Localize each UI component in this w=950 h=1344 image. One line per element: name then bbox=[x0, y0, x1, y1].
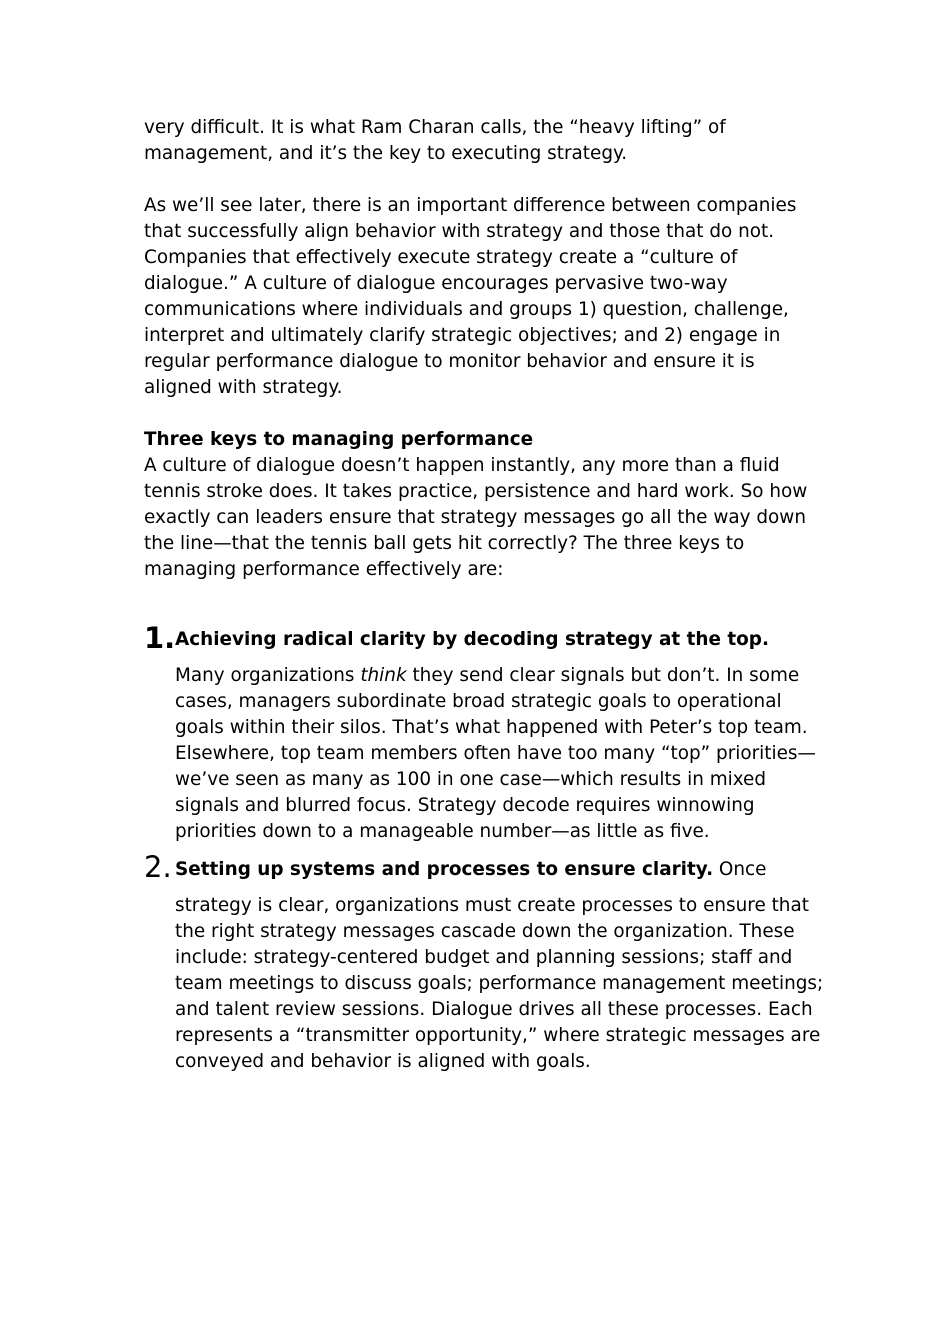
key-item-2 bbox=[144, 850, 824, 1075]
key-item-2-number: 2. bbox=[144, 850, 172, 884]
key-item-1 bbox=[144, 621, 824, 845]
key-item-1-body-emphasis: think bbox=[360, 665, 407, 686]
key-item-2-title-trailing: Once bbox=[713, 859, 767, 880]
key-item-1-body bbox=[175, 663, 824, 845]
section-heading: Three keys to managing performance bbox=[144, 429, 534, 450]
key-item-1-title: Achieving radical clarity by decoding strategy at the top. bbox=[175, 629, 769, 650]
key-item-2-body: strategy is clear, organizations must create processes to ensure that the right strategy messages cascade down the organization. These include: strategy-centered budget and planning sessions; staff and team meetings to discuss goals; performance management meetings; and talent review sessions. Dialogue drives all these processes. Each represents a “transmitter opportunity,” where strategic messages are conveyed and behavior is aligned with goals. bbox=[175, 895, 824, 1072]
intro-paragraph-1: very difficult. It is what Ram Charan calls, the “heavy lifting” of management, and it’s the key to executing strategy. bbox=[144, 117, 726, 164]
key-item-1-number: 1. bbox=[144, 621, 176, 655]
key-item-2-title: Setting up systems and processes to ensure clarity. bbox=[175, 859, 714, 880]
intro-paragraph-2: As we’ll see later, there is an important difference between companies that successfully align behavior with strategy and those that do not. Companies that effectively execute strategy create a “culture of dialogue.” A culture of dialogue encourages pervasive two-way communications where individuals and groups 1) question, challenge, interpret and ultimately clarify strategic objectives; and 2) engage in regular performance dialogue to monitor behavior and ensure it is aligned with strategy. bbox=[144, 195, 797, 398]
key-item-1-body-end: they send clear signals but don’t. In some cases, managers subordinate broad strategic goals to operational goals within their silos. That’s what happened with Peter’s top team. Elsewhere, top team members often have too many “top” priorities—we’ve seen as many as 100 in one case—which results in mixed signals and blurred focus. Strategy decode requires winnowing priorities down to a manageable number—as little as five. bbox=[175, 665, 816, 842]
document-page bbox=[144, 115, 824, 1075]
key-item-2-heading bbox=[175, 857, 824, 883]
key-item-1-body-start: Many organizations bbox=[175, 665, 361, 686]
section-body: A culture of dialogue doesn’t happen instantly, any more than a fluid tennis stroke does. It takes practice, persistence and hard work. So how exactly can leaders ensure that strategy messages go all the way down the line—that the tennis ball gets hit correctly? The three keys to managing performance effectively are: bbox=[144, 455, 808, 580]
key-item-1-heading bbox=[175, 627, 824, 653]
